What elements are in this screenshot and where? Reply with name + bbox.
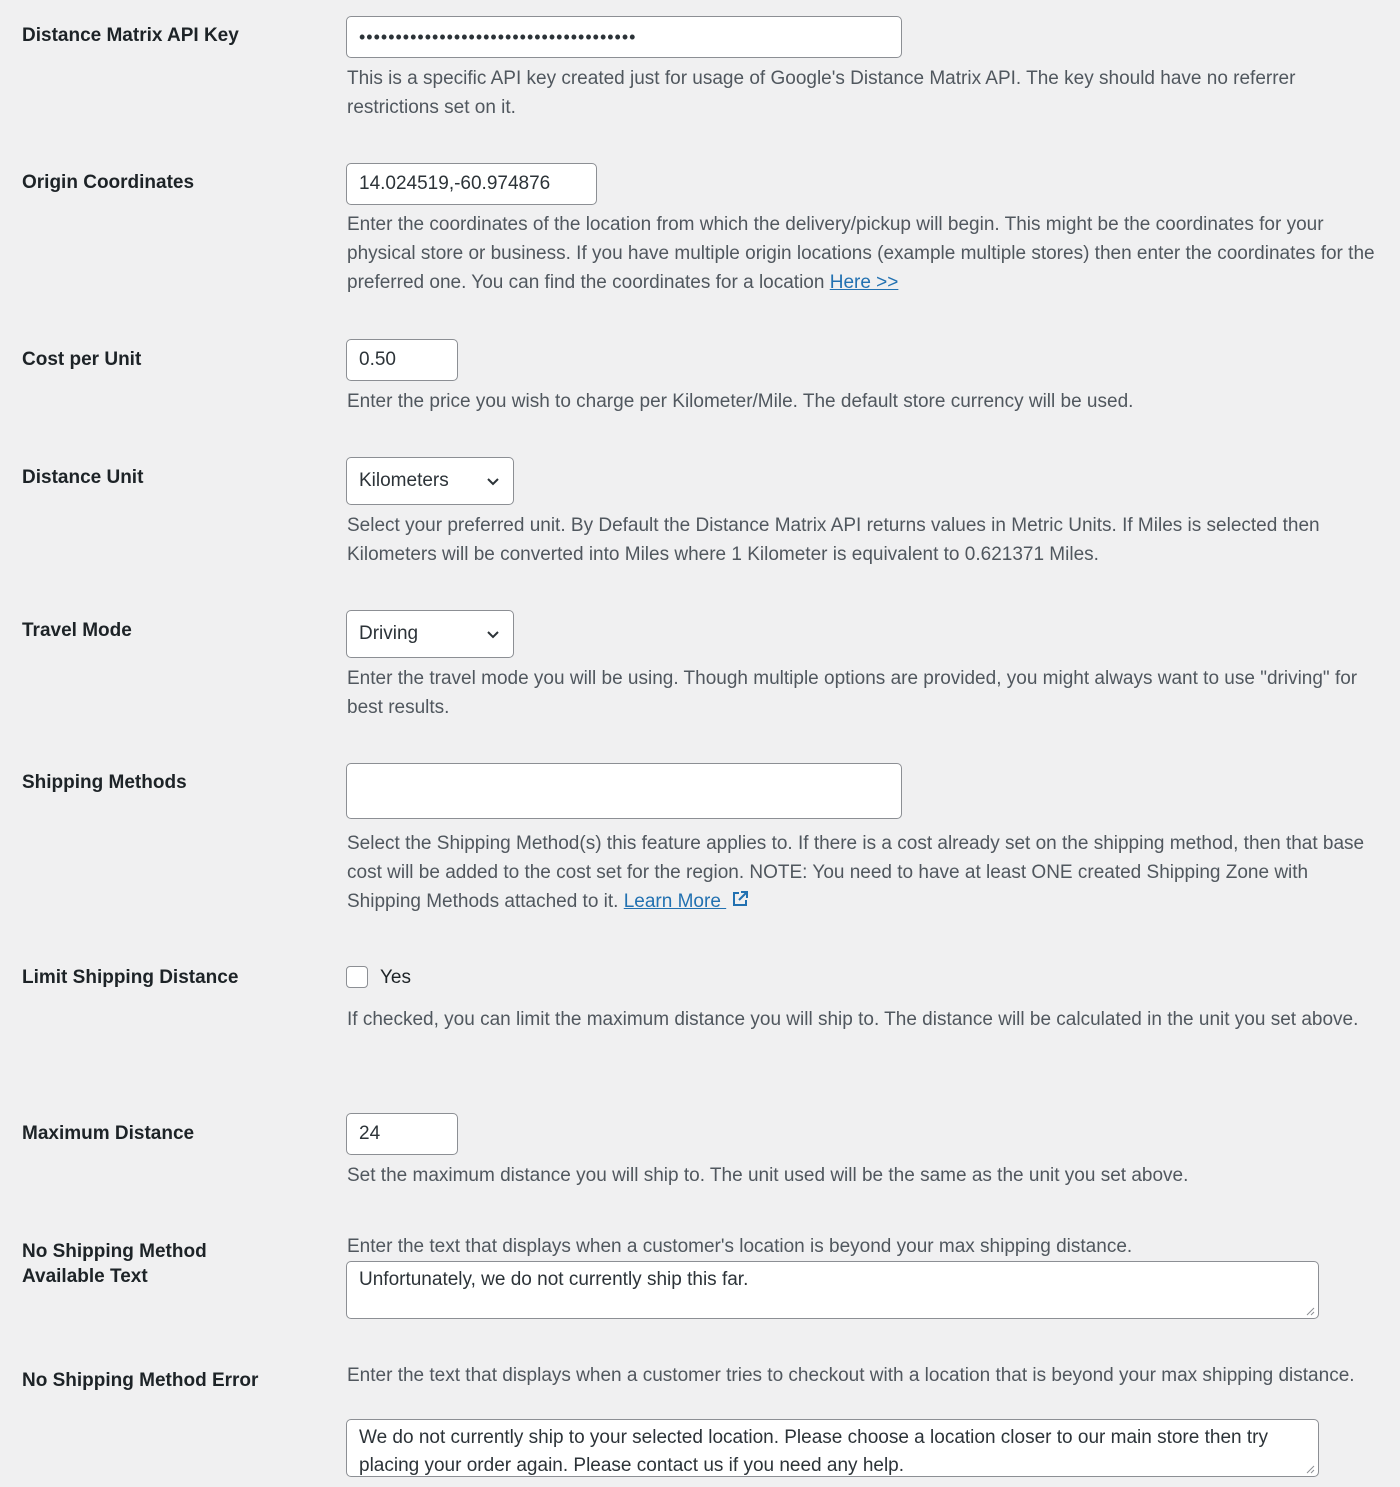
no-shipping-method-error-label: No Shipping Method Error [22,1370,259,1391]
learn-more-link-text: Learn More [623,891,727,912]
origin-coordinates-input[interactable] [346,163,597,205]
resize-grip-icon[interactable] [1305,1464,1315,1474]
travel-mode-select[interactable] [346,610,514,658]
no-shipping-method-text-textarea[interactable] [346,1261,1319,1319]
maximum-distance-input[interactable] [346,1113,458,1155]
shipping-methods-label: Shipping Methods [22,772,187,793]
learn-more-link[interactable] [624,891,750,912]
no-shipping-method-error-textarea[interactable] [346,1419,1319,1477]
distance-unit-select[interactable] [346,457,514,505]
travel-mode-description: Enter the travel mode you will be using. Though multiple options are provided, you might always want to use "driving" for best results. [347,668,1358,718]
shipping-methods-description-text: Select the Shipping Method(s) this feature applies to. If there is a cost already set on the shipping method, then that base cost will be added to the cost set for the region. NOTE: You need to have at least ONE created Shipping Zone with Shipping Methods attached to it. [347,833,1365,912]
no-shipping-method-text-description: Enter the text that displays when a customer's location is beyond your max shipping distance. [347,1236,1133,1257]
api-key-label: Distance Matrix API Key [22,25,239,46]
api-key-description: This is a specific API key created just for usage of Google's Distance Matrix API. The key should have no referrer restrictions set on it. [347,68,1296,118]
origin-description-text: Enter the coordinates of the location from which the delivery/pickup will begin. This might be the coordinates for your physical store or business. If you have multiple origin locations (example multiple stores) then enter the coordinates for the preferred one. You can find the coordinates for a location [347,214,1375,293]
chevron-down-icon [485,626,501,642]
maximum-distance-label: Maximum Distance [22,1123,195,1144]
cost-per-unit-description: Enter the price you wish to charge per Kilometer/Mile. The default store currency will be used. [347,391,1134,412]
limit-shipping-distance-yes-label[interactable]: Yes [380,967,411,988]
cost-per-unit-label: Cost per Unit [22,349,142,370]
no-shipping-method-text-label: No Shipping Method Available Text [22,1241,207,1287]
shipping-methods-description [347,829,1377,916]
origin-coordinates-label: Origin Coordinates [22,172,195,193]
travel-mode-label: Travel Mode [22,620,132,641]
origin-coordinates-description [347,210,1377,297]
origin-here-link[interactable]: Here >> [829,272,899,293]
limit-shipping-distance-label: Limit Shipping Distance [22,967,239,988]
resize-grip-icon[interactable] [1305,1306,1315,1316]
cost-per-unit-input[interactable] [346,339,458,381]
limit-shipping-distance-checkbox[interactable] [346,966,368,988]
api-key-input[interactable] [346,16,902,58]
no-shipping-method-error-description: Enter the text that displays when a customer tries to checkout with a location that is beyond your max shipping distance. [347,1365,1355,1386]
distance-unit-label: Distance Unit [22,467,144,488]
travel-mode-selected: Driving [359,623,419,644]
external-link-icon [730,889,750,909]
shipping-methods-input[interactable] [346,763,902,819]
distance-unit-selected: Kilometers [359,470,449,491]
distance-unit-description: Select your preferred unit. By Default the Distance Matrix API returns values in Metric Units. If Miles is selected then Kilometers will be converted into Miles where 1 Kilometer is equivalent to 0.621371 Miles. [347,515,1320,565]
maximum-distance-description: Set the maximum distance you will ship to. The unit used will be the same as the unit you set above. [347,1165,1189,1186]
chevron-down-icon [485,473,501,489]
limit-shipping-distance-description: If checked, you can limit the maximum distance you will ship to. The distance will be calculated in the unit you set above. [347,1009,1359,1030]
